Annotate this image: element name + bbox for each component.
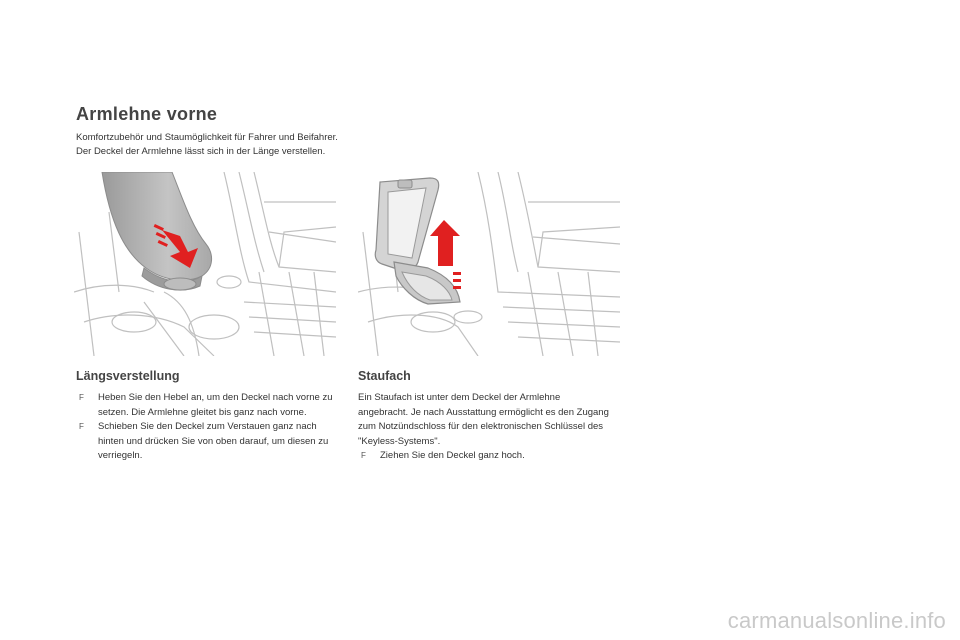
bullet-marker: F — [79, 422, 84, 431]
instruction-text: Ziehen Sie den Deckel ganz hoch. — [380, 450, 525, 461]
section-heading-staufach: Staufach — [358, 369, 411, 383]
bullet-marker: F — [79, 393, 84, 402]
list-item — [76, 420, 341, 464]
intro-line-1: Komfortzubehör und Staumöglichkeit für Fahrer und Beifahrer. — [76, 132, 338, 143]
list-item — [76, 391, 341, 420]
laengsverstellung-instructions — [76, 391, 341, 464]
storage-lid-drawing — [358, 172, 620, 356]
intro-text — [76, 131, 406, 159]
staufach-instructions — [358, 449, 613, 464]
page-title: Armlehne vorne — [76, 104, 218, 124]
storage-lid-illustration — [358, 172, 620, 356]
armrest-slide-drawing — [74, 172, 336, 356]
watermark: carmanualsonline.info — [727, 608, 946, 633]
section-heading-laengsverstellung: Längsverstellung — [76, 369, 180, 383]
bullet-marker: F — [361, 451, 366, 460]
instruction-text: Schieben Sie den Deckel zum Verstauen ganz nach hinten und drücken Sie von oben darauf, um diesen zu verriegeln. — [98, 421, 329, 461]
intro-line-2: Der Deckel der Armlehne lässt sich in der Länge verstellen. — [76, 146, 326, 157]
instruction-text: Heben Sie den Hebel an, um den Deckel nach vorne zu setzen. Die Armlehne gleitet bis ganz nach vorne. — [98, 392, 333, 418]
list-item — [358, 449, 613, 464]
armrest-slide-illustration — [74, 172, 336, 356]
staufach-description: Ein Staufach ist unter dem Deckel der Armlehne angebracht. Je nach Ausstattung ermöglicht es den Zugang zum Notzündschloss für den elektronischen Schlüssel des "Keyless-Systems". — [358, 392, 609, 447]
